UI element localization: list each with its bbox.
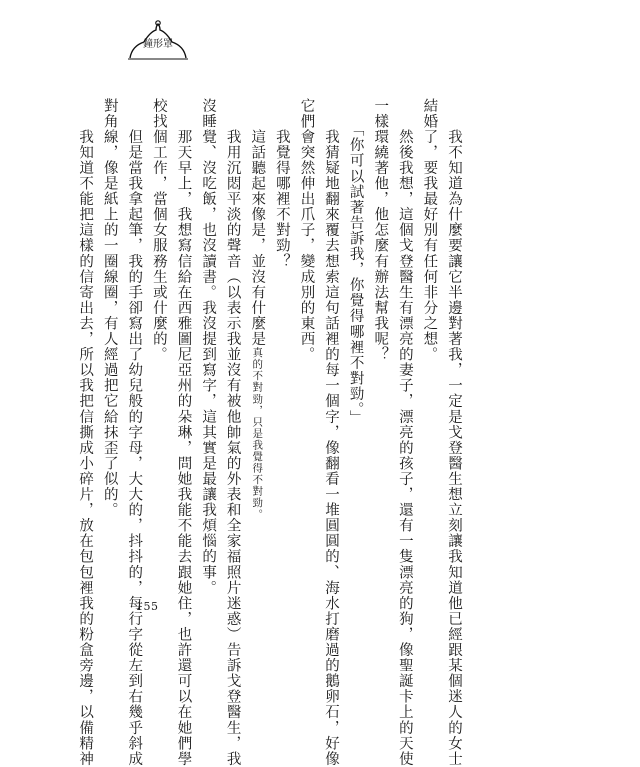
body-line-small-text: 真的不對勁，只是我覺得不對勁。: [251, 346, 264, 521]
body-line: 校找個工作，當個女服務生或什麼的。: [150, 98, 167, 363]
body-line: 我不知道為什麼要讓它半邊對著我，一定是戈登醫生想立刻讓我知道他已經跟某個迷人的女士: [446, 98, 462, 767]
body-line: 我覺得哪裡不對勁？: [273, 98, 290, 270]
page-number: 155: [136, 600, 159, 613]
body-line: 那天早上，我想寫信給在西雅圖尼亞州的朵琳，問她我能不能去跟她住，也許還可以在她們學: [175, 98, 192, 767]
body-line: 「你可以試著告訴我，你覺得哪裡不對勁。」: [347, 98, 364, 426]
body-line: 沒睡覺、沒吃飯，也沒讀書。我沒提到寫字，這其實是最讓我煩惱的事。: [200, 98, 217, 596]
body-line: [245, 98, 270, 596]
running-header-title: 鐘形罩: [143, 39, 173, 50]
body-line: 對角線，像是紙上的一圈線圈，有人經過把它給抹歪了似的。: [101, 98, 118, 518]
body-line: 我用沉悶平淡的聲音（以表示我並沒有被他帥氣的外表和全家福照片迷惑）告訴戈登醫生，我: [224, 98, 241, 767]
body-line-text: 這話聽起來像是，並沒有什麼是: [249, 98, 266, 347]
body-line: 一樣環繞著他，他怎麼有辦法幫我呢？: [372, 98, 389, 363]
body-line: 它們會突然伸出爪子，變成別的東西。: [298, 98, 315, 363]
body-line: 然後我想，這個戈登醫生有漂亮的妻子，漂亮的孩子，還有一隻漂亮的狗，像聖誕卡上的天使: [396, 98, 413, 767]
body-line: 我猜疑地翻來覆去想索這句話裡的每一個字，像翻看一堆圓圓的、海水打磨過的鵝卵石，好像: [323, 98, 340, 767]
body-line: 但是當我拿起筆，我的手卻寫出了幼兒般的字母，大大的，抖抖的，每行字從左到右幾乎斜成: [126, 98, 143, 767]
body-line: 我知道不能把這樣的信寄出去，所以我把信撕成小碎片，放在包包裡我的粉盒旁邊，以備精神: [77, 98, 94, 767]
body-line: 結婚了，要我最好別有任何非分之想。: [421, 98, 438, 363]
